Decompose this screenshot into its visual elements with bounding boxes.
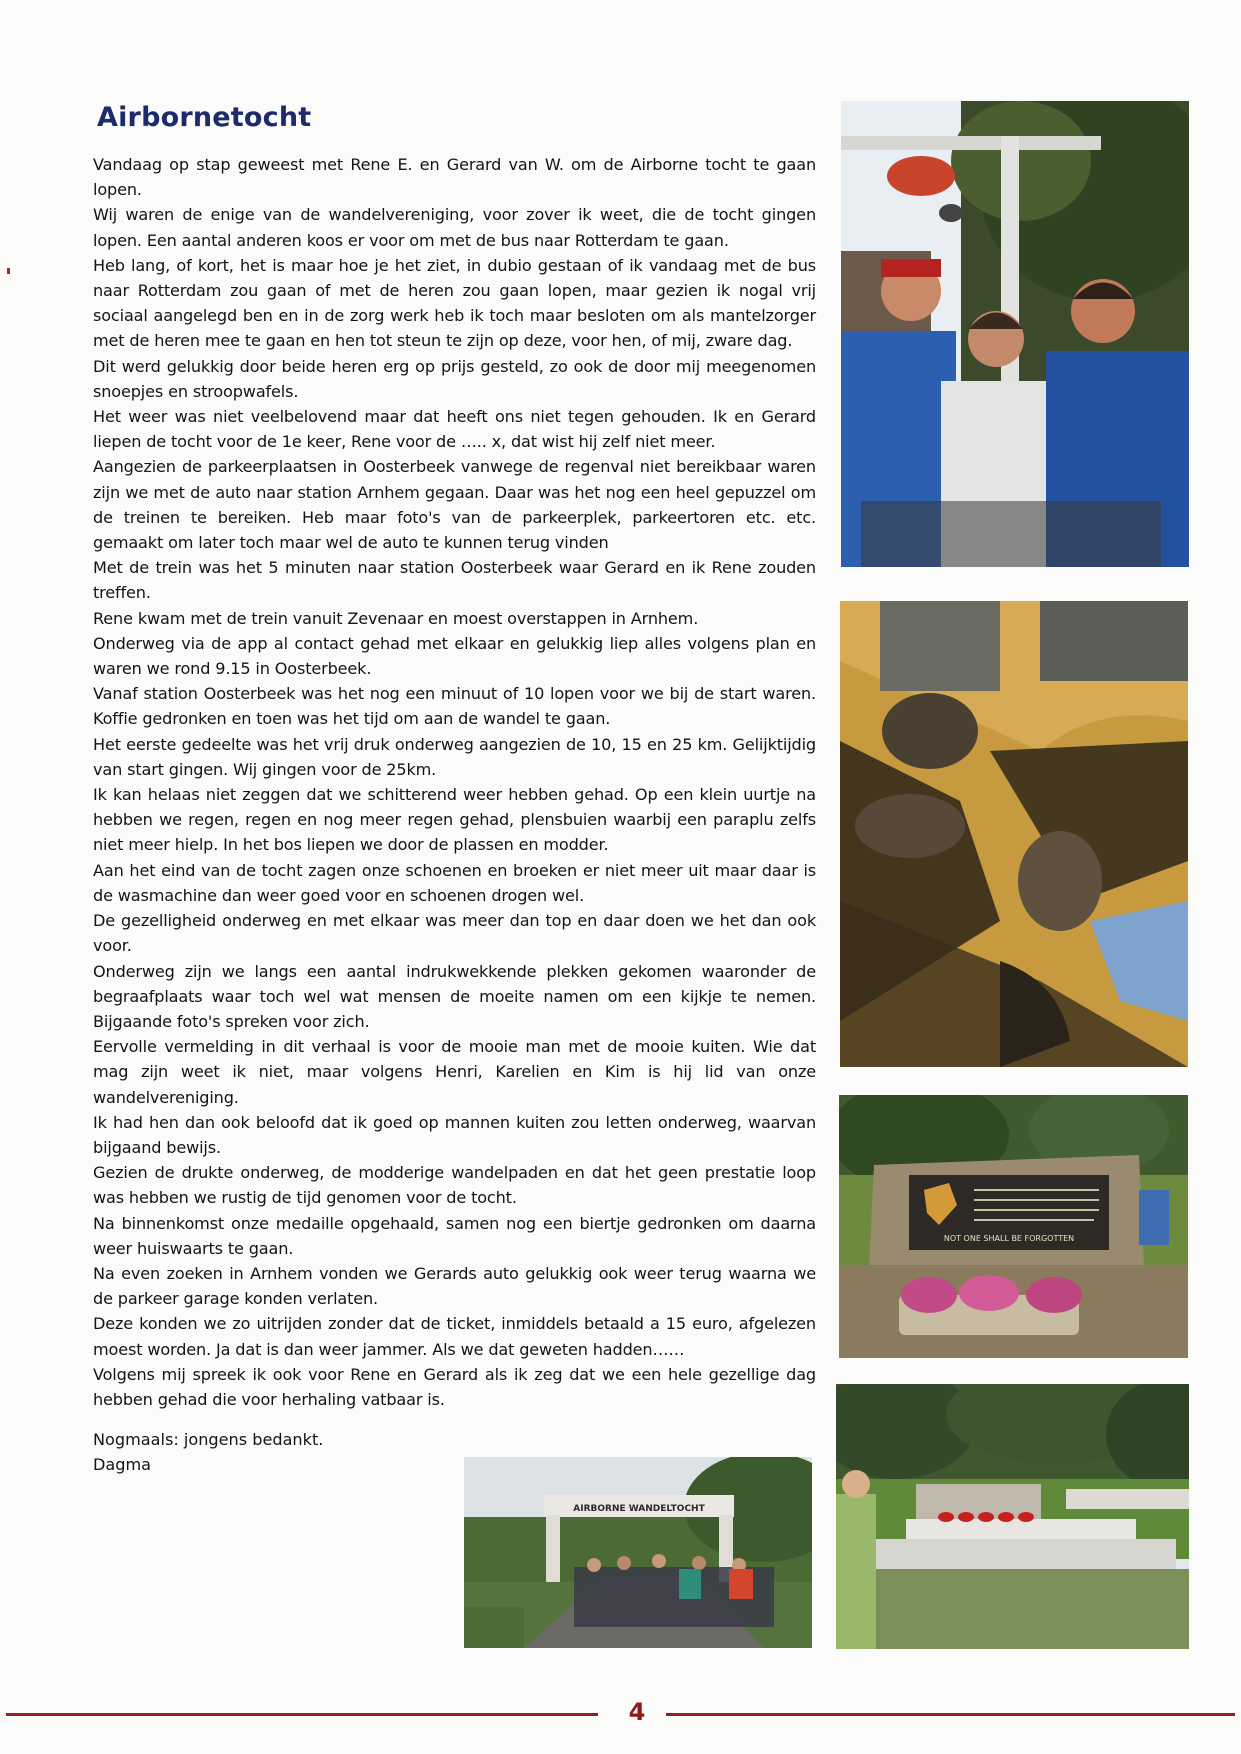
paragraph: Ik kan helaas niet zeggen dat we schitterend weer hebben gehad. Op een klein uurtje na hebben we regen, regen en nog meer regen gehad, plensbuien waarbij een paraplu zelfs niet meer hielp. In het bos liepen we door de plassen en modder. <box>93 785 816 855</box>
paragraph: Wij waren de enige van de wandelvereniging, voor zover ik weet, die de tocht gingen lopen. Een aantal anderen koos er voor om met de bus naar Rotterdam te gaan. <box>93 205 816 250</box>
paragraph: Volgens mij spreek ik ook voor Rene en Gerard als ik zeg dat we een hele gezellige dag hebben gehad die voor herhaling vatbaar is. <box>93 1364 816 1409</box>
paragraph: Het weer was niet veelbelovend maar dat heeft ons niet tegen gehouden. Ik en Gerard liepen de tocht voor de 1e keer, Rene voor de ….. x, dat wist hij zelf niet meer. <box>93 407 816 452</box>
paragraph: Eervolle vermelding in dit verhaal is voor de mooie man met de mooie kuiten. Wie dat mag zijn weet ik niet, maar volgens Henri, Karelien en Kim is hij lid van onze wandelvereniging. <box>93 1037 816 1107</box>
paragraph: Met de trein was het 5 minuten naar station Oosterbeek waar Gerard en ik Rene zouden treffen. <box>93 558 816 603</box>
paragraph: Het eerste gedeelte was het vrij druk onderweg aangezien de 10, 15 en 25 km. Gelijktijdig van start gingen. Wij gingen voor de 25km. <box>93 734 816 779</box>
paragraph: Gezien de drukte onderweg, de modderige wandelpaden en dat het geen prestatie loop was hebben we rustig de tijd genomen voor de tocht. <box>93 1163 816 1208</box>
page-number: 4 <box>628 1698 646 1726</box>
margin-mark <box>7 268 10 274</box>
paragraph: Vanaf station Oosterbeek was het nog een minuut of 10 lopen voor we bij de start waren. Koffie gedronken en toen was het tijd om aan de wandel te gaan. <box>93 684 816 729</box>
closing-line: Nogmaals: jongens bedankt. <box>93 1430 324 1449</box>
paragraph: Onderweg zijn we langs een aantal indrukwekkende plekken gekomen waaronder de begraafplaats waar toch wel wat mensen de moeite namen om een kijkje te nemen. Bijgaande foto's spreken voor zich. <box>93 961 816 1031</box>
paragraph: Aan het eind van de tocht zagen onze schoenen en broeken er niet meer uit maar daar is de wasmachine dan weer goed voor en schoenen drogen wel. <box>93 860 816 905</box>
paragraph: Ik had hen dan ook beloofd dat ik goed op mannen kuiten zou letten onderweg, waarvan bijgaand bewijs. <box>93 1112 816 1157</box>
footer-rule-left <box>6 1713 598 1716</box>
paragraph: Vandaag op stap geweest met Rene E. en Gerard van W. om de Airborne tocht te gaan lopen. <box>93 155 816 200</box>
article-title: Airbornetocht <box>97 102 312 133</box>
paragraph: Aangezien de parkeerplaatsen in Oosterbeek vanwege de regenval niet bereikbaar waren zijn we met de auto naar station Arnhem gegaan. Daar was het nog een heel gepuzzel om de treinen te bereiken. Heb maar foto's van de parkeerplek, parkeertoren etc. etc. gemaakt om later toch maar wel de auto te kunnen terug vinden <box>93 457 816 553</box>
paragraph: Deze konden we zo uitrijden zonder dat de ticket, inmiddels betaald a 15 euro, afgelezen moest worden. Ja dat is dan weer jammer. Als we dat geweten hadden…… <box>93 1314 816 1359</box>
paragraph: Heb lang, of kort, het is maar hoe je het ziet, in dubio gestaan of ik vandaag met de bus naar Rotterdam zou gaan of met de heren zou gaan lopen, maar gezien ik nogal vrij sociaal aangelegd ben en in de zorg werk heb ik toch maar besloten om als mantelzorger met de heren mee te gaan en hen tot steun te zijn op deze, voor hen, of mij, zware dag. <box>93 255 816 351</box>
group-photo <box>841 101 1189 567</box>
muddy-shoes-photo <box>840 601 1188 1067</box>
plaque-text: NOT ONE SHALL BE FORGOTTEN <box>943 1234 1075 1243</box>
paragraph: Dit werd gelukkig door beide heren erg op prijs gesteld, zo ook de door mij meegenomen snoepjes en stroopwafels. <box>93 356 816 401</box>
memorial-stone-photo <box>839 1095 1188 1358</box>
article-body <box>93 152 816 1412</box>
signoff <box>93 1427 393 1477</box>
start-arch-photo <box>464 1457 812 1648</box>
paragraph: Na binnenkomst onze medaille opgehaald, samen nog een biertje gedronken om daarna weer huiswaarts te gaan. <box>93 1213 816 1258</box>
cemetery-photo <box>836 1384 1189 1649</box>
paragraph: Onderweg via de app al contact gehad met elkaar en gelukkig liep alles volgens plan en waren we rond 9.15 in Oosterbeek. <box>93 633 816 679</box>
banner-text: AIRBORNE WANDELTOCHT <box>573 1504 705 1514</box>
paragraph: Na even zoeken in Arnhem vonden we Gerards auto gelukkig ook weer terug waarna we de parkeer garage konden verlaten. <box>93 1263 816 1309</box>
author-name: Dagma <box>93 1455 152 1475</box>
paragraph: Rene kwam met de trein vanuit Zevenaar en moest overstappen in Arnhem. <box>93 608 699 628</box>
paragraph: De gezelligheid onderweg en met elkaar was meer dan top en daar doen we het dan ook voor. <box>93 911 816 956</box>
footer-rule-right <box>666 1713 1235 1716</box>
